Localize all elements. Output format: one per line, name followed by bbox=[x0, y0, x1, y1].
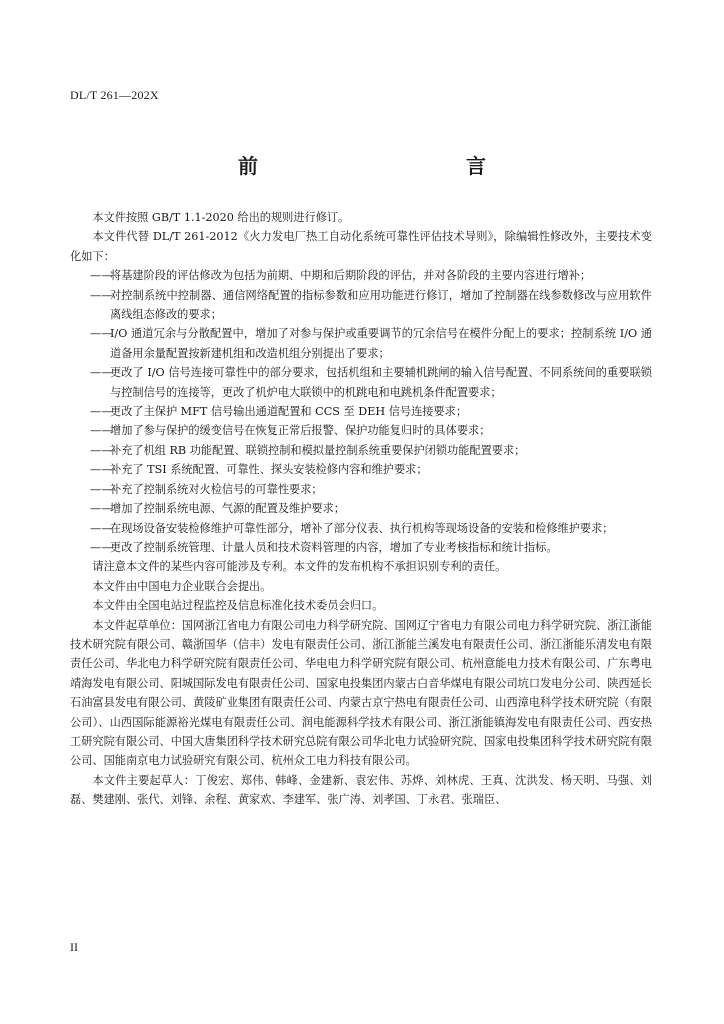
dash-marker: —— bbox=[90, 327, 113, 341]
paragraph-replaces: 本文件代替 DL/T 261-2012《火力发电厂热工自动化系统可靠性评估技术导则》，除编辑性修改外，主要技术变化如下： bbox=[70, 230, 652, 263]
change-item: —— 在现场设备安装检修维护可靠性部分，增补了部分仪表、执行机构等现场设备的安装和检修维护要求； bbox=[70, 519, 652, 538]
change-item: —— 增加了控制系统电源、气源的配置及维护要求； bbox=[70, 499, 652, 518]
paragraph-patent: 请注意本文件的某些内容可能涉及专利。本文件的发布机构不承担识别专利的责任。 bbox=[92, 560, 507, 574]
change-item: —— 对控制系统中控制器、通信网络配置的指标参数和应用功能进行修订，增加了控制器在线参数修改与应用软件离线组态修改的要求； bbox=[70, 286, 652, 325]
change-list bbox=[70, 266, 652, 557]
change-item: —— 更改了控制系统管理、计量人员和技术资料管理的内容，增加了专业考核指标和统计指标。 bbox=[70, 538, 652, 557]
change-item: —— 增加了参与保护的缓变信号在恢复正常后报警、保护功能复归时的具体要求； bbox=[70, 421, 652, 440]
change-item: —— 更改了主保护 MFT 信号输出通道配置和 CCS 至 DEH 信号连接要求； bbox=[70, 402, 652, 421]
change-item: —— 补充了 TSI 系统配置、可靠性、探头安装检修内容和维护要求； bbox=[70, 460, 652, 479]
paragraph-drafting-units: 本文件起草单位：国网浙江省电力有限公司电力科学研究院、国网辽宁省电力有限公司电力科学研究院、浙江浙能技术研究院有限公司、赣浙国华（信丰）发电有限责任公司、浙江浙能兰溪发电有限责任公司、浙江浙能乐清发电有限责任公司、华北电力科学研究院有限责任公司、华电电力科学研究院有限公司、杭州意能电力技术有限公司、广东粤电靖海发电有限公司、阳城国际发电有限责任公司、国家电投集团内蒙古白音华煤电有限公司坑口发电分公司、陕西延长石油富县发电有限公司、黄陵矿业集团有限责任公司、内蒙古京宁热电有限责任公司、山西漳电科学技术研究院（有限公司）、山西国际能源裕光煤电有限责任公司、润电能源科学技术有限公司、浙江浙能镇海发电有限责任公司、西安热工研究院有限公司、中国大唐集团科学技术研究总院有限公司华北电力试验研究院、国家电投集团科学技术研究院有限公司、国能南京电力试验研究有限公司、杭州众工电力科技有限公司。 bbox=[70, 618, 652, 768]
dash-marker: —— bbox=[90, 443, 113, 457]
dash-marker: —— bbox=[90, 288, 113, 302]
dash-marker: —— bbox=[90, 502, 113, 516]
dash-marker: —— bbox=[90, 269, 113, 283]
change-item: —— 将基建阶段的评估修改为包括为前期、中期和后期阶段的评估，并对各阶段的主要内容进行增补； bbox=[70, 266, 652, 285]
dash-marker: —— bbox=[90, 521, 113, 535]
change-item: —— 补充了机组 RB 功能配置、联锁控制和模拟量控制系统重要保护闭锁功能配置要求； bbox=[70, 441, 652, 460]
dash-marker: —— bbox=[90, 482, 113, 496]
change-item: —— 更改了 I/O 信号连接可靠性中的部分要求，包括机组和主要辅机跳闸的输入信号配置、不同系统间的重要联锁与控制信号的连接等，更改了机炉电大联锁中的机跳电和电跳机条件配置要求； bbox=[70, 363, 652, 402]
paragraph-basis: 本文件按照 GB/T 1.1-2020 给出的规则进行修订。 bbox=[92, 211, 350, 224]
paragraph-proposer: 本文件由中国电力企业联合会提出。 bbox=[92, 579, 272, 593]
document-body bbox=[70, 208, 652, 810]
change-item: —— I/O 通道冗余与分散配置中，增加了对参与保护或重要调节的冗余信号在模件分配上的要求；控制系统 I/O 通道备用余量配置按新建机组和改造机组分别提出了要求； bbox=[70, 324, 652, 363]
paragraph-drafters: 本文件主要起草人：丁俊宏、郑伟、韩峰、金建新、袁宏伟、苏烨、刘林虎、王真、沈洪发、杨天明、马强、刘磊、樊建刚、张代、刘锋、余程、黄家欢、李建军、张广涛、刘孝国、丁永君、张瑞臣、 bbox=[70, 773, 652, 807]
paragraph-committee: 本文件由全国电站过程监控及信息标准化技术委员会归口。 bbox=[92, 599, 384, 613]
dash-marker: —— bbox=[90, 405, 113, 419]
dash-marker: —— bbox=[90, 540, 113, 554]
dash-marker: —— bbox=[90, 424, 113, 438]
document-code: DL/T 261—202X bbox=[70, 88, 159, 102]
page-title: 前 言 bbox=[238, 154, 542, 178]
page-number: II bbox=[70, 940, 78, 954]
dash-marker: —— bbox=[90, 366, 113, 380]
dash-marker: —— bbox=[90, 463, 113, 477]
change-item: —— 补充了控制系统对火检信号的可靠性要求； bbox=[70, 480, 652, 499]
